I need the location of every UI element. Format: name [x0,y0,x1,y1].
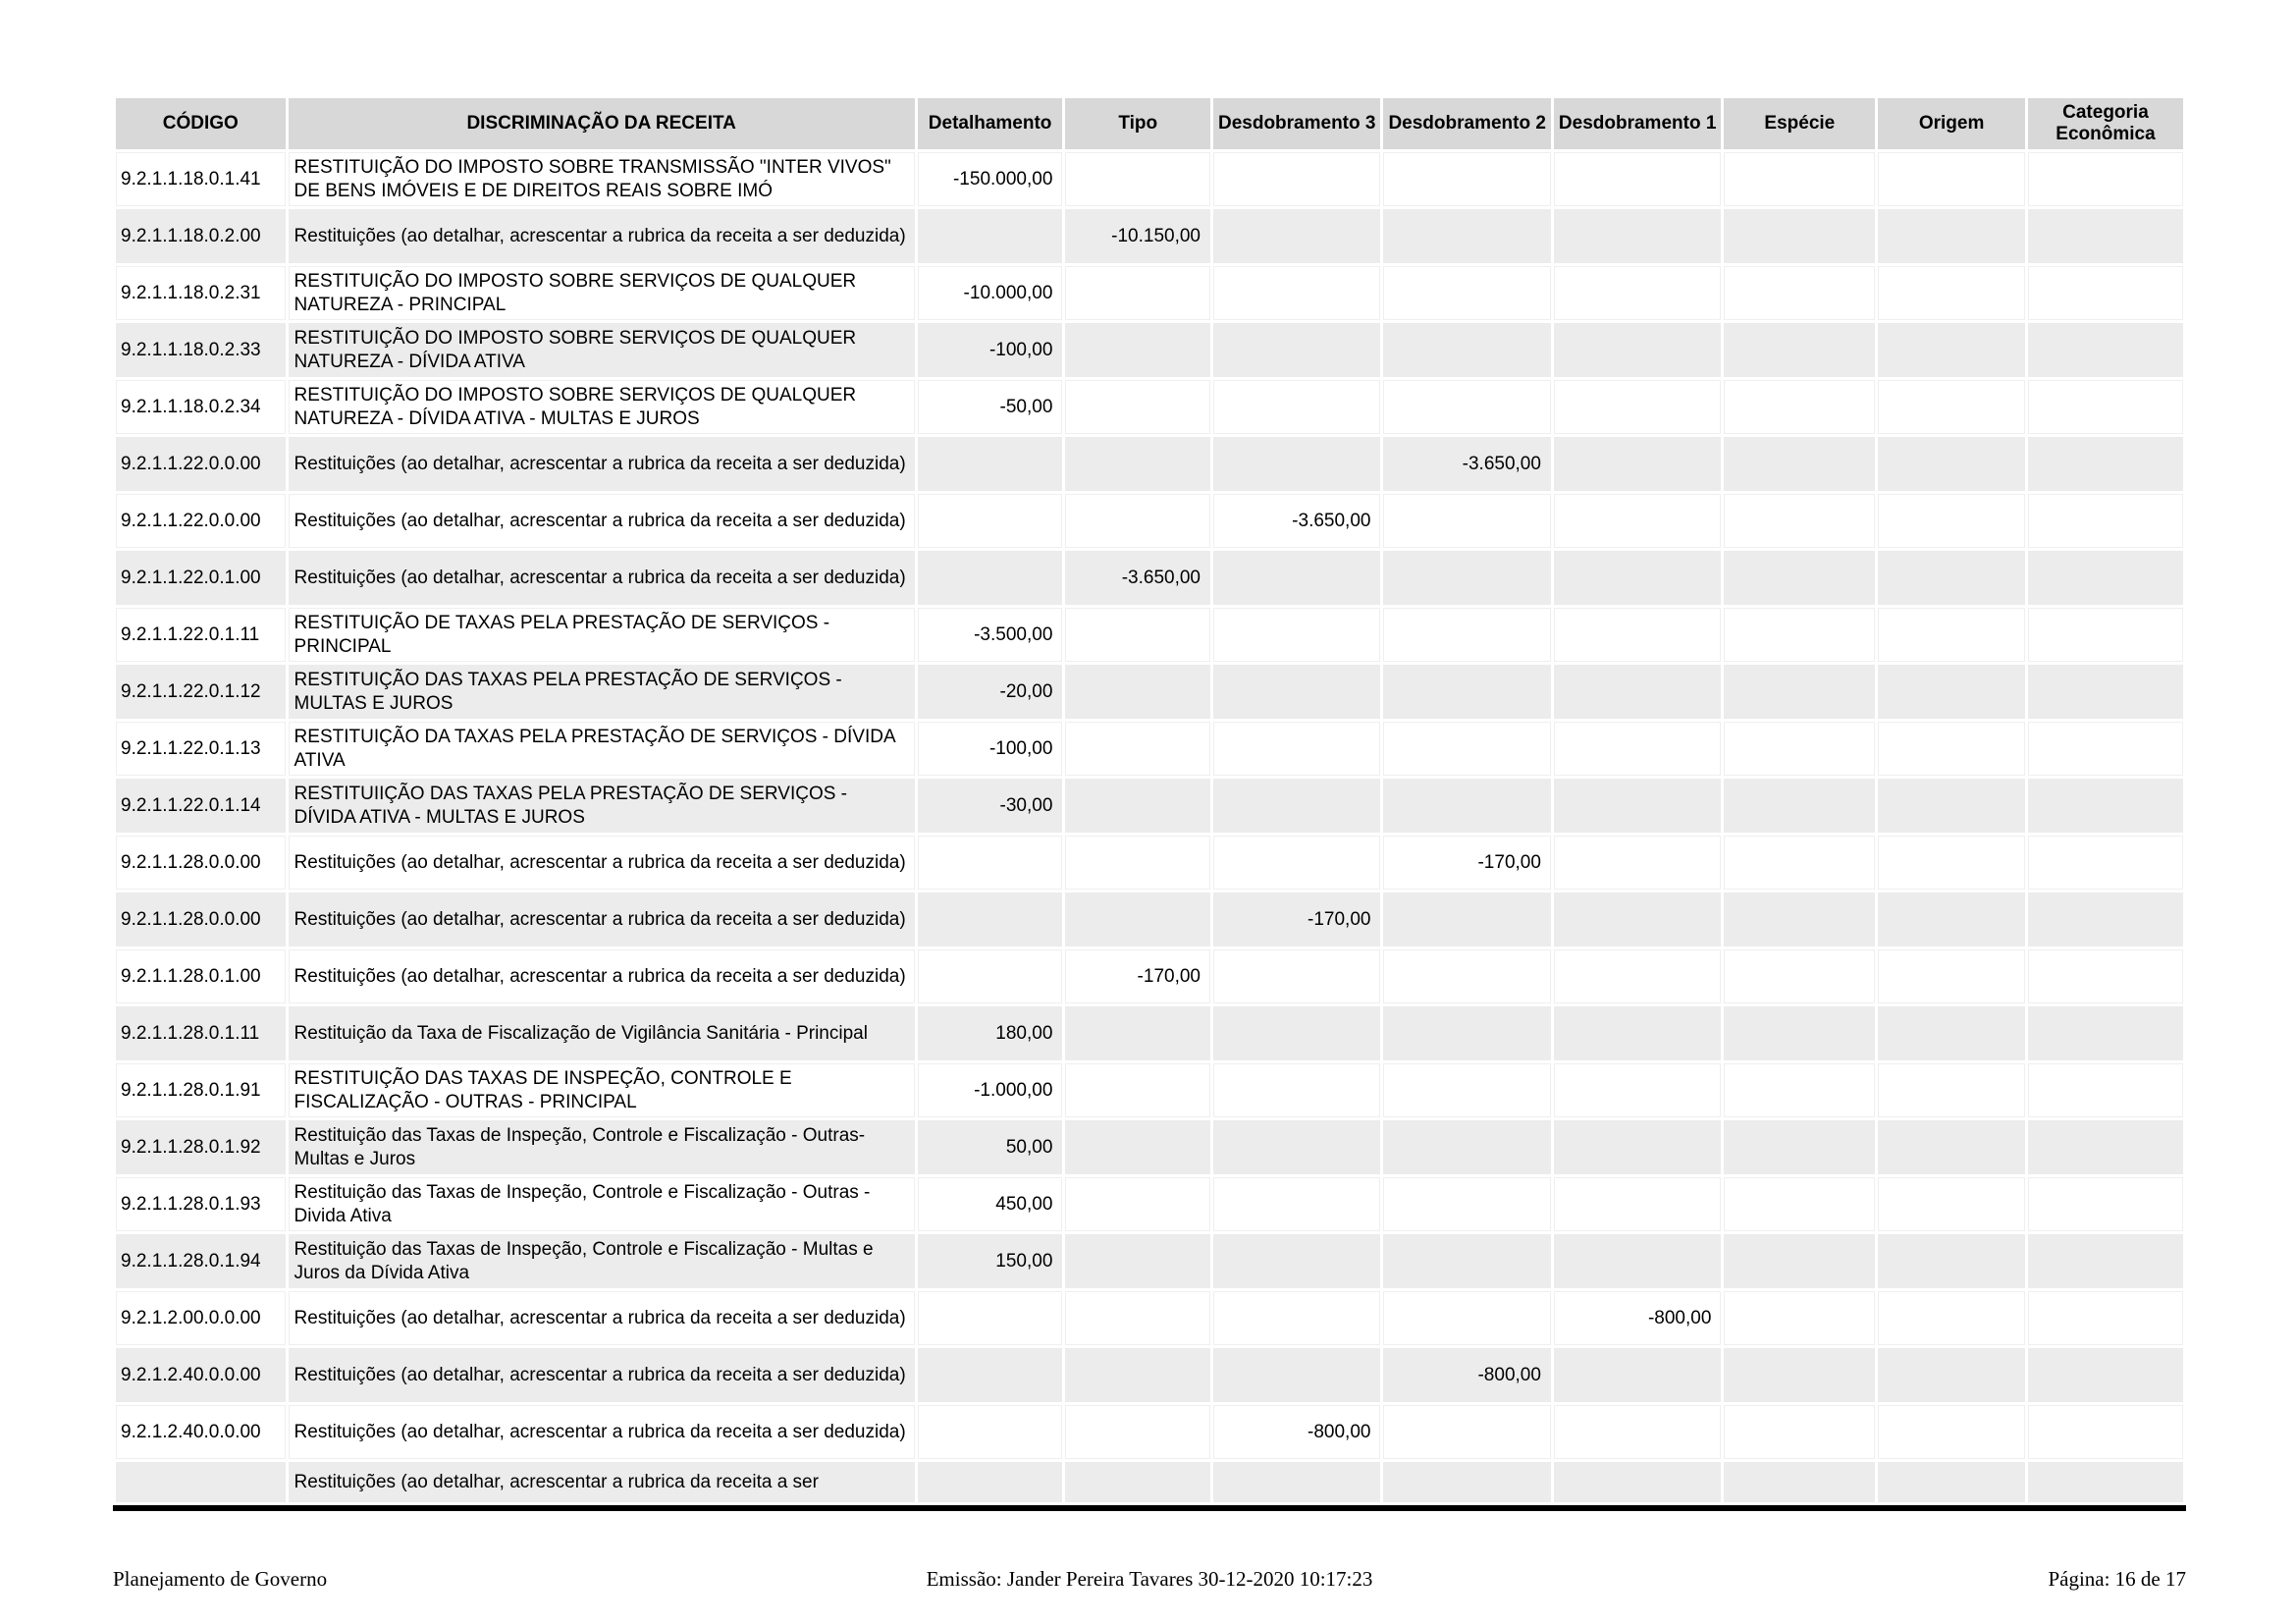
cell-desdobramento_2 [1383,266,1550,320]
cell-categoria_economica [2028,1120,2183,1174]
cell-desdobramento_2 [1383,1006,1550,1060]
column-header-origem: Origem [1878,98,2025,149]
cell-detalhamento [918,1291,1063,1345]
cell-desdobramento_1 [1554,608,1721,662]
cell-especie [1724,949,1875,1003]
cell-origem [1878,266,2025,320]
cell-categoria_economica [2028,608,2183,662]
cell-origem [1878,152,2025,206]
table-row [116,266,2183,320]
cell-tipo [1065,1063,1210,1117]
table-row [116,1405,2183,1459]
page-footer [113,1567,2186,1597]
cell-detalhamento [918,209,1063,263]
cell-codigo: 9.2.1.1.18.0.2.33 [116,323,286,377]
cell-desdobramento_1 [1554,893,1721,947]
cell-desdobramento_2 [1383,1063,1550,1117]
cell-detalhamento: 180,00 [918,1006,1063,1060]
footer-report-title: Planejamento de Governo [113,1567,328,1591]
cell-tipo [1065,494,1210,548]
table-row [116,722,2183,776]
cell-detalhamento [918,893,1063,947]
cell-origem [1878,1120,2025,1174]
cell-desdobramento_2 [1383,1177,1550,1231]
cell-desdobramento_1 [1554,152,1721,206]
cell-desdobramento_1 [1554,380,1721,434]
table-row [116,665,2183,719]
cell-descricao: RESTITUIÇÃO DO IMPOSTO SOBRE SERVIÇOS DE QUALQUER NATUREZA - DÍVIDA ATIVA [289,323,915,377]
cell-descricao: RESTITUIÇÃO DAS TAXAS DE INSPEÇÃO, CONTROLE E FISCALIZAÇÃO - OUTRAS - PRINCIPAL [289,1063,915,1117]
table-row [116,551,2183,605]
cell-categoria_economica [2028,323,2183,377]
cell-desdobramento_1 [1554,1006,1721,1060]
cell-tipo [1065,1348,1210,1402]
table-row [116,1462,2183,1502]
table-row [116,1120,2183,1174]
cell-descricao: RESTITUIÇÃO DE TAXAS PELA PRESTAÇÃO DE SERVIÇOS - PRINCIPAL [289,608,915,662]
cell-especie [1724,1234,1875,1288]
revenue-report-table [113,95,2186,1505]
cell-detalhamento: -3.500,00 [918,608,1063,662]
cell-desdobramento_2 [1383,152,1550,206]
cell-detalhamento: -100,00 [918,323,1063,377]
cell-detalhamento: -10.000,00 [918,266,1063,320]
column-header-categoria_economica: Categoria Econômica [2028,98,2183,149]
cell-desdobramento_2 [1383,323,1550,377]
cell-origem [1878,380,2025,434]
cell-desdobramento_1: -800,00 [1554,1291,1721,1345]
cell-descricao: RESTITUIIÇÃO DAS TAXAS PELA PRESTAÇÃO DE SERVIÇOS - DÍVIDA ATIVA - MULTAS E JUROS [289,779,915,833]
cell-especie [1724,665,1875,719]
cell-codigo: 9.2.1.1.22.0.0.00 [116,494,286,548]
cell-desdobramento_3 [1213,437,1380,491]
cell-detalhamento: -1.000,00 [918,1063,1063,1117]
cell-detalhamento [918,949,1063,1003]
cell-codigo: 9.2.1.1.18.0.2.00 [116,209,286,263]
table-row [116,152,2183,206]
cell-detalhamento: -150.000,00 [918,152,1063,206]
cell-categoria_economica [2028,722,2183,776]
cell-desdobramento_3 [1213,665,1380,719]
cell-especie [1724,380,1875,434]
cell-descricao: Restituições (ao detalhar, acrescentar a rubrica da receita a ser deduzida) [289,437,915,491]
column-header-desdobramento_3: Desdobramento 3 [1213,98,1380,149]
cell-codigo [116,1462,286,1502]
cell-categoria_economica [2028,1063,2183,1117]
cell-desdobramento_2 [1383,551,1550,605]
column-header-codigo: CÓDIGO [116,98,286,149]
cell-detalhamento: 150,00 [918,1234,1063,1288]
cell-detalhamento [918,494,1063,548]
cell-codigo: 9.2.1.1.18.0.2.31 [116,266,286,320]
cell-desdobramento_3 [1213,779,1380,833]
cell-codigo: 9.2.1.1.22.0.1.13 [116,722,286,776]
cell-tipo [1065,1120,1210,1174]
cell-detalhamento [918,1405,1063,1459]
cell-desdobramento_3 [1213,1348,1380,1402]
column-header-especie: Espécie [1724,98,1875,149]
cell-origem [1878,608,2025,662]
cell-desdobramento_1 [1554,1063,1721,1117]
cell-origem [1878,551,2025,605]
cell-desdobramento_3 [1213,380,1380,434]
cell-desdobramento_3 [1213,1234,1380,1288]
cell-desdobramento_3: -170,00 [1213,893,1380,947]
cell-especie [1724,551,1875,605]
cell-desdobramento_1 [1554,1120,1721,1174]
cell-tipo [1065,1291,1210,1345]
cell-categoria_economica [2028,1462,2183,1502]
cell-detalhamento [918,836,1063,890]
cell-desdobramento_1 [1554,1462,1721,1502]
cell-especie [1724,266,1875,320]
cell-desdobramento_1 [1554,1348,1721,1402]
cell-tipo [1065,152,1210,206]
cell-detalhamento: 50,00 [918,1120,1063,1174]
cell-desdobramento_3 [1213,1120,1380,1174]
cell-desdobramento_3 [1213,1462,1380,1502]
cell-especie [1724,1120,1875,1174]
cell-origem [1878,949,2025,1003]
cell-codigo: 9.2.1.1.18.0.2.34 [116,380,286,434]
cell-origem [1878,1348,2025,1402]
cell-especie [1724,893,1875,947]
cell-origem [1878,665,2025,719]
table-row [116,380,2183,434]
cell-desdobramento_1 [1554,722,1721,776]
cell-tipo [1065,266,1210,320]
cell-categoria_economica [2028,380,2183,434]
cell-origem [1878,1177,2025,1231]
cell-categoria_economica [2028,949,2183,1003]
cell-detalhamento: -30,00 [918,779,1063,833]
cell-desdobramento_2 [1383,1405,1550,1459]
cell-codigo: 9.2.1.1.18.0.1.41 [116,152,286,206]
cell-categoria_economica [2028,152,2183,206]
cell-desdobramento_2 [1383,1462,1550,1502]
cell-origem [1878,1462,2025,1502]
cell-desdobramento_1 [1554,1177,1721,1231]
cell-descricao: Restituições (ao detalhar, acrescentar a rubrica da receita a ser deduzida) [289,949,915,1003]
cell-categoria_economica [2028,779,2183,833]
cell-desdobramento_1 [1554,949,1721,1003]
cell-descricao: Restituições (ao detalhar, acrescentar a rubrica da receita a ser deduzida) [289,836,915,890]
cell-desdobramento_3 [1213,1291,1380,1345]
cell-categoria_economica [2028,1234,2183,1288]
cell-origem [1878,1234,2025,1288]
cell-especie [1724,152,1875,206]
cell-origem [1878,1063,2025,1117]
cell-especie [1724,1291,1875,1345]
cell-codigo: 9.2.1.1.28.0.0.00 [116,893,286,947]
cell-desdobramento_2: -3.650,00 [1383,437,1550,491]
cell-desdobramento_3 [1213,266,1380,320]
cell-categoria_economica [2028,266,2183,320]
cell-categoria_economica [2028,836,2183,890]
cell-tipo: -3.650,00 [1065,551,1210,605]
cell-desdobramento_2 [1383,1120,1550,1174]
cell-codigo: 9.2.1.1.22.0.1.00 [116,551,286,605]
cell-codigo: 9.2.1.1.22.0.1.14 [116,779,286,833]
cell-especie [1724,1348,1875,1402]
cell-descricao: RESTITUIÇÃO DO IMPOSTO SOBRE SERVIÇOS DE QUALQUER NATUREZA - PRINCIPAL [289,266,915,320]
cell-tipo: -10.150,00 [1065,209,1210,263]
cell-desdobramento_3 [1213,1063,1380,1117]
revenue-report-table-wrap [113,95,2186,1511]
cell-descricao: Restituição das Taxas de Inspeção, Controle e Fiscalização - Outras- Multas e Juros [289,1120,915,1174]
cell-desdobramento_2: -170,00 [1383,836,1550,890]
cell-categoria_economica [2028,1177,2183,1231]
cell-categoria_economica [2028,437,2183,491]
column-header-desdobramento_2: Desdobramento 2 [1383,98,1550,149]
table-row [116,1177,2183,1231]
cell-tipo [1065,608,1210,662]
cell-descricao: Restituições (ao detalhar, acrescentar a rubrica da receita a ser deduzida) [289,551,915,605]
cell-detalhamento: -20,00 [918,665,1063,719]
cell-origem [1878,209,2025,263]
column-header-detalhamento: Detalhamento [918,98,1063,149]
cell-codigo: 9.2.1.1.22.0.1.12 [116,665,286,719]
cell-desdobramento_3 [1213,608,1380,662]
cell-desdobramento_3 [1213,836,1380,890]
cell-desdobramento_2 [1383,209,1550,263]
cell-desdobramento_1 [1554,1234,1721,1288]
cell-desdobramento_3 [1213,1177,1380,1231]
cell-origem [1878,779,2025,833]
cell-categoria_economica [2028,551,2183,605]
cell-especie [1724,1063,1875,1117]
cell-detalhamento: -100,00 [918,722,1063,776]
cell-desdobramento_3 [1213,949,1380,1003]
cell-codigo: 9.2.1.1.28.0.0.00 [116,836,286,890]
cell-desdobramento_2: -800,00 [1383,1348,1550,1402]
cell-descricao: Restituições (ao detalhar, acrescentar a rubrica da receita a ser deduzida) [289,1291,915,1345]
cell-desdobramento_2 [1383,380,1550,434]
cell-codigo: 9.2.1.1.28.0.1.00 [116,949,286,1003]
cell-desdobramento_2 [1383,494,1550,548]
cell-descricao: Restituições (ao detalhar, acrescentar a rubrica da receita a ser deduzida) [289,1405,915,1459]
cell-tipo [1065,1462,1210,1502]
cell-origem [1878,1291,2025,1345]
cell-desdobramento_3 [1213,722,1380,776]
table-row [116,779,2183,833]
cell-codigo: 9.2.1.1.28.0.1.91 [116,1063,286,1117]
cell-desdobramento_3 [1213,152,1380,206]
cell-especie [1724,323,1875,377]
cell-tipo: -170,00 [1065,949,1210,1003]
column-header-tipo: Tipo [1065,98,1210,149]
cell-tipo [1065,665,1210,719]
cell-especie [1724,209,1875,263]
cell-especie [1724,608,1875,662]
cell-codigo: 9.2.1.1.28.0.1.92 [116,1120,286,1174]
cell-desdobramento_3 [1213,323,1380,377]
cell-descricao: Restituições (ao detalhar, acrescentar a rubrica da receita a ser deduzida) [289,1348,915,1402]
cell-desdobramento_2 [1383,722,1550,776]
cell-tipo [1065,1006,1210,1060]
cell-desdobramento_2 [1383,893,1550,947]
cell-categoria_economica [2028,665,2183,719]
cell-codigo: 9.2.1.1.28.0.1.11 [116,1006,286,1060]
cell-tipo [1065,1405,1210,1459]
cell-especie [1724,1177,1875,1231]
cell-desdobramento_2 [1383,1234,1550,1288]
cell-detalhamento: -50,00 [918,380,1063,434]
cell-desdobramento_1 [1554,209,1721,263]
cell-desdobramento_2 [1383,665,1550,719]
cell-descricao: Restituições (ao detalhar, acrescentar a rubrica da receita a ser deduzida) [289,893,915,947]
cell-detalhamento [918,551,1063,605]
cell-desdobramento_3 [1213,1006,1380,1060]
table-row [116,1234,2183,1288]
cell-codigo: 9.2.1.2.00.0.0.00 [116,1291,286,1345]
cell-desdobramento_2 [1383,779,1550,833]
cell-origem [1878,893,2025,947]
cell-desdobramento_2 [1383,608,1550,662]
cell-origem [1878,323,2025,377]
cell-origem [1878,437,2025,491]
cell-especie [1724,437,1875,491]
cell-desdobramento_1 [1554,836,1721,890]
cell-desdobramento_1 [1554,665,1721,719]
cell-tipo [1065,722,1210,776]
cell-descricao: RESTITUIÇÃO DO IMPOSTO SOBRE SERVIÇOS DE QUALQUER NATUREZA - DÍVIDA ATIVA - MULTAS E JUROS [289,380,915,434]
cell-tipo [1065,437,1210,491]
cell-origem [1878,836,2025,890]
cell-desdobramento_2 [1383,949,1550,1003]
cell-desdobramento_3 [1213,209,1380,263]
cell-origem [1878,1405,2025,1459]
table-row [116,893,2183,947]
column-header-descricao: DISCRIMINAÇÃO DA RECEITA [289,98,915,149]
table-row [116,1291,2183,1345]
table-row [116,1348,2183,1402]
cell-descricao: Restituições (ao detalhar, acrescentar a rubrica da receita a ser deduzida) [289,209,915,263]
cell-desdobramento_1 [1554,437,1721,491]
cell-descricao: RESTITUIÇÃO DA TAXAS PELA PRESTAÇÃO DE SERVIÇOS - DÍVIDA ATIVA [289,722,915,776]
cell-especie [1724,1405,1875,1459]
cell-detalhamento [918,1348,1063,1402]
cell-categoria_economica [2028,1348,2183,1402]
table-row [116,608,2183,662]
cell-desdobramento_1 [1554,779,1721,833]
table-row [116,437,2183,491]
cell-codigo: 9.2.1.1.22.0.1.11 [116,608,286,662]
table-row [116,209,2183,263]
cell-detalhamento: 450,00 [918,1177,1063,1231]
cell-desdobramento_3 [1213,551,1380,605]
table-row [116,494,2183,548]
table-header-row [116,98,2183,149]
cell-desdobramento_3: -800,00 [1213,1405,1380,1459]
cell-categoria_economica [2028,893,2183,947]
cell-desdobramento_1 [1554,1405,1721,1459]
cell-categoria_economica [2028,494,2183,548]
cell-tipo [1065,323,1210,377]
column-header-desdobramento_1: Desdobramento 1 [1554,98,1721,149]
cell-origem [1878,722,2025,776]
footer-emission-info: Emissão: Jander Pereira Tavares 30-12-2020 10:17:23 [926,1567,1373,1591]
cell-desdobramento_1 [1554,551,1721,605]
cell-descricao: Restituição da Taxa de Fiscalização de Vigilância Sanitária - Principal [289,1006,915,1060]
table-row [116,1006,2183,1060]
cell-especie [1724,1462,1875,1502]
cell-codigo: 9.2.1.1.28.0.1.94 [116,1234,286,1288]
table-row [116,949,2183,1003]
cell-descricao: Restituição das Taxas de Inspeção, Controle e Fiscalização - Outras - Divida Ativa [289,1177,915,1231]
cell-codigo: 9.2.1.1.22.0.0.00 [116,437,286,491]
table-row [116,1063,2183,1117]
cell-descricao: Restituição das Taxas de Inspeção, Controle e Fiscalização - Multas e Juros da Dívida Ativa [289,1234,915,1288]
cell-categoria_economica [2028,1006,2183,1060]
cell-tipo [1065,893,1210,947]
table-row [116,323,2183,377]
cell-descricao: Restituições (ao detalhar, acrescentar a rubrica da receita a ser [289,1462,915,1502]
cell-categoria_economica [2028,1405,2183,1459]
cell-categoria_economica [2028,209,2183,263]
cell-descricao: Restituições (ao detalhar, acrescentar a rubrica da receita a ser deduzida) [289,494,915,548]
cell-desdobramento_1 [1554,266,1721,320]
cell-descricao: RESTITUIÇÃO DAS TAXAS PELA PRESTAÇÃO DE SERVIÇOS - MULTAS E JUROS [289,665,915,719]
cell-especie [1724,1006,1875,1060]
cell-especie [1724,779,1875,833]
cell-especie [1724,722,1875,776]
cell-tipo [1065,779,1210,833]
footer-page-number: Página: 16 de 17 [2048,1567,2186,1591]
cell-origem [1878,1006,2025,1060]
cell-especie [1724,836,1875,890]
cell-desdobramento_3: -3.650,00 [1213,494,1380,548]
cell-tipo [1065,380,1210,434]
table-row [116,836,2183,890]
cell-tipo [1065,836,1210,890]
cell-categoria_economica [2028,1291,2183,1345]
cell-detalhamento [918,1462,1063,1502]
cell-codigo: 9.2.1.2.40.0.0.00 [116,1405,286,1459]
cell-desdobramento_2 [1383,1291,1550,1345]
cell-especie [1724,494,1875,548]
cell-codigo: 9.2.1.1.28.0.1.93 [116,1177,286,1231]
cell-detalhamento [918,437,1063,491]
cell-codigo: 9.2.1.2.40.0.0.00 [116,1348,286,1402]
cell-tipo [1065,1234,1210,1288]
cell-tipo [1065,1177,1210,1231]
cell-origem [1878,494,2025,548]
cell-desdobramento_1 [1554,494,1721,548]
cell-desdobramento_1 [1554,323,1721,377]
cell-descricao: RESTITUIÇÃO DO IMPOSTO SOBRE TRANSMISSÃO "INTER VIVOS" DE BENS IMÓVEIS E DE DIREITOS REAIS SOBRE IMÓ [289,152,915,206]
